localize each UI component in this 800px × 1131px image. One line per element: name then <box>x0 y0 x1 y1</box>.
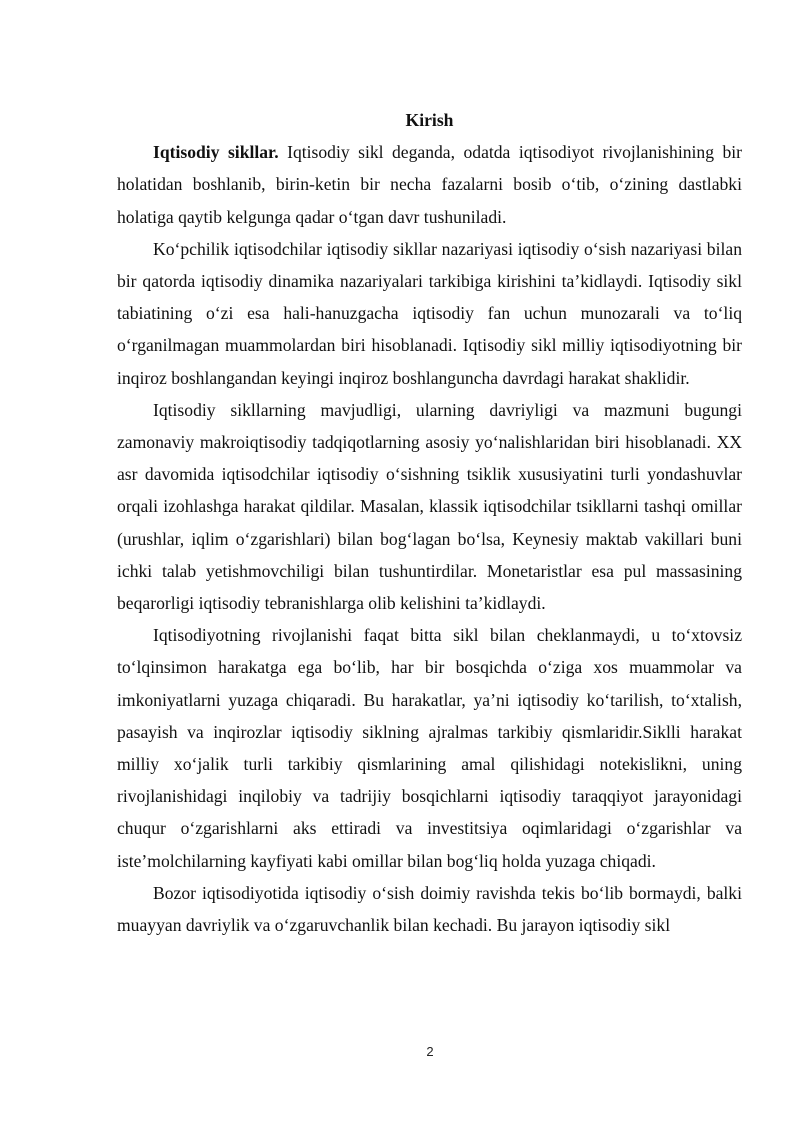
page-content <box>117 104 742 941</box>
section-heading: Kirish <box>405 110 454 130</box>
paragraph-lead: Iqtisodiy sikllar. <box>153 142 279 163</box>
page-number: 2 <box>426 1044 434 1059</box>
paragraph-2: Ko‘pchilik iqtisodchilar iqtisodiy sikllar nazariyasi iqtisodiy o‘sish nazariyasi bilan bir qatorda iqtisodiy dinamika nazariyalari tarkibiga kirishini ta’kidlaydi. Iqtisodiy sikl tabiatining o‘zi esa hali-hanuzgacha iqtisodiy fan uchun munozarali va to‘liq o‘rganilmagan muammolardan biri hisoblanadi. Iqtisodiy sikl milliy iqtisodiyotning bir inqiroz boshlangandan keyingi inqiroz boshlanguncha davrdagi harakat shaklidir. <box>117 238 742 388</box>
paragraph-3: Iqtisodiy sikllarning mavjudligi, ularning davriyligi va mazmuni bugungi zamonaviy makroiqtisodiy tadqiqotlarning asosiy yo‘nalishlaridan biri hisoblanadi. XX asr davomida iqtisodchilar iqtisodiy o‘sishning tsiklik xususiyatini turli yondashuvlar orqali izohlashga harakat qildilar. Masalan, klassik iqtisodchilar tsikllarni tashqi omillar (urushlar, iqlim o‘zgarishlari) bilan bog‘lagan bo‘lsa, Keynesiy maktab vakillari buni ichki talab yetishmovchiligi bilan tushuntirdilar. Monetaristlar esa pul massasining beqarorligi iqtisodiy tebranishlarga olib kelishini ta’kidlaydi. <box>117 399 742 614</box>
paragraph-1 <box>117 136 742 233</box>
paragraph-5: Bozor iqtisodiyotida iqtisodiy o‘sish doimiy ravishda tekis bo‘lib bormaydi, balki muayyan davriylik va o‘zgaruvchanlik bilan kechadi. Bu jarayon iqtisodiy sikl <box>117 882 742 936</box>
paragraph-4: Iqtisodiyotning rivojlanishi faqat bitta sikl bilan cheklanmaydi, u to‘xtovsiz to‘lqinsimon harakatga ega bo‘lib, har bir bosqichda o‘ziga xos muammolar va imkoniyatlarni yuzaga chiqaradi. Bu harakatlar, ya’ni iqtisodiy ko‘tarilish, to‘xtalish, pasayish va inqirozlar iqtisodiy siklning ajralmas tarkibiy qismlaridir.Siklli harakat milliy xo‘jalik turli tarkibiy qismlarining amal qilishidagi notekislikni, uning rivojlanishidagi inqilobiy va tadrijiy bosqichlarni iqtisodiy taraqqiyot jarayonidagi chuqur o‘zgarishlarni aks ettiradi va investitsiya oqimlaridagi o‘zgarishlar va iste’molchilarning kayfiyati kabi omillar bilan bog‘liq holda yuzaga chiqadi. <box>117 625 742 871</box>
paragraph-text: Iqtisodiy sikl deganda, odatda iqtisodiyot rivojlanishining bir holatidan boshlanib, birin-ketin bir necha fazalarni bosib o‘tib, o‘zining dastlabki holatiga qaytib kelgunga qadar o‘tgan davr tushuniladi. <box>117 142 742 227</box>
